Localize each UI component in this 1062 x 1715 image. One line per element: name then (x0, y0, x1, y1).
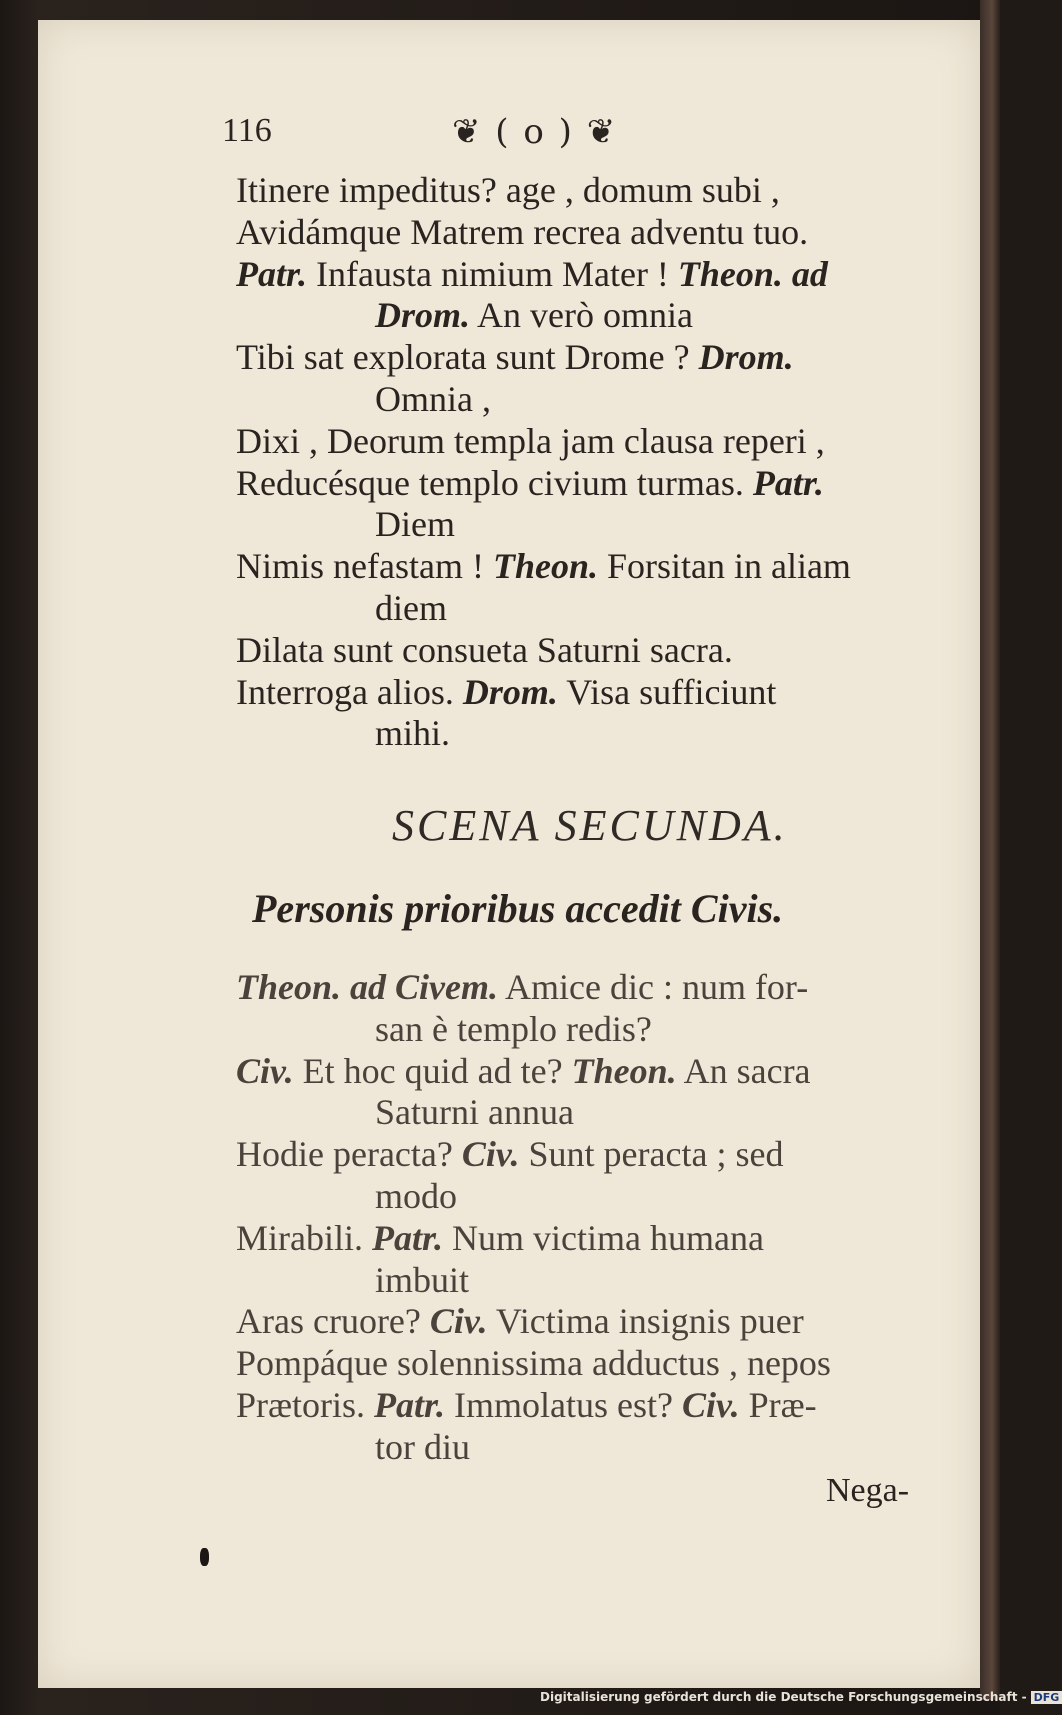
verse-text: imbuit (375, 1259, 470, 1300)
speaker-label: Theon. ad Civem. (236, 967, 498, 1007)
verse-text: Avidámque Matrem recrea adventu tuo. (236, 211, 809, 252)
verse-text: Itinere impeditus? age , domum subi , (236, 170, 780, 210)
verse-line (375, 1258, 469, 1302)
speaker-label: Civ. (236, 1050, 294, 1091)
speaker-label: Patr. (374, 1385, 446, 1425)
verse-text: modo (375, 1176, 458, 1216)
verse-text: Pompáque solennissima adductus , nepos (236, 1343, 831, 1384)
verse-line (236, 628, 733, 672)
verse-line (375, 502, 455, 546)
verse-line (236, 1216, 764, 1260)
verse-line (236, 965, 808, 1009)
verse-line (375, 1425, 470, 1469)
verse-line (236, 1299, 804, 1343)
speaker-label: Drom. (698, 337, 794, 378)
verse-text: Prætoris. (236, 1385, 375, 1425)
verse-text: Nimis nefastam ! (236, 546, 493, 587)
verse-line (236, 1383, 817, 1427)
verse-text: Dilata sunt consueta Saturni sacra. (236, 629, 733, 670)
speaker-label: Theon. (492, 546, 598, 587)
book-spine-edge (980, 0, 1000, 1700)
ink-mark (200, 1548, 209, 1566)
speaker-label: Drom. (462, 671, 558, 712)
verse-line (236, 1049, 811, 1093)
verse-text: san è templo redis? (375, 1008, 652, 1049)
verse-line (236, 670, 776, 714)
speaker-label: Civ. (429, 1301, 488, 1342)
verse-line (236, 1341, 831, 1385)
page-number: 116 (222, 112, 272, 149)
verse-text: tor diu (375, 1426, 470, 1467)
speaker-label: Patr. (236, 253, 308, 294)
verse-line (236, 168, 780, 212)
verse-text: Forsitan in aliam (597, 546, 851, 587)
verse-text: Et hoc quid ad te? (293, 1050, 572, 1091)
verse-line (236, 210, 808, 254)
header-ornament: ❦ ( o ) ❦ (452, 112, 618, 152)
verse-text: Tibi sat explorata sunt Drome ? (236, 337, 699, 378)
speaker-label: Theon. (571, 1050, 677, 1091)
verse-text: Amice dic : num for- (497, 967, 809, 1007)
verse-text: Immolatus est? (445, 1385, 682, 1425)
verse-line (375, 1007, 652, 1051)
verse-text: Diem (375, 504, 455, 545)
speaker-label: Theon. ad (677, 253, 828, 294)
verse-line (375, 711, 450, 755)
verse-line (236, 461, 824, 505)
verse-line (375, 586, 447, 630)
verse-line (236, 419, 825, 463)
verse-line (375, 1174, 457, 1218)
verse-text: Aras cruore? (236, 1301, 430, 1342)
verse-line (375, 1090, 574, 1134)
speaker-label: Civ. (682, 1385, 740, 1425)
verse-line (236, 1132, 783, 1176)
verse-text: Omnia , (375, 379, 491, 419)
dfg-logo: DFG (1031, 1691, 1062, 1704)
digitization-credit (540, 1690, 1060, 1712)
verse-line (236, 252, 828, 296)
verse-text: Hodie peracta? (236, 1134, 462, 1175)
verse-text: Dixi , Deorum templa jam clausa reperi , (236, 420, 825, 461)
verse-text: Victima insignis puer (487, 1301, 804, 1342)
verse-text: mihi. (375, 713, 451, 754)
verse-line (236, 335, 794, 379)
verse-text: diem (375, 588, 447, 628)
verse-text: Saturni annua (375, 1092, 574, 1133)
verse-text: An sacra (676, 1050, 811, 1091)
verse-text: Num victima humana (443, 1217, 764, 1258)
scene-title: SCENA SECUNDA. (392, 801, 788, 850)
verse-line (236, 544, 851, 588)
verse-text: Visa sufficiunt (557, 671, 777, 712)
speaker-label: Civ. (461, 1134, 520, 1175)
verse-text: Sunt peracta ; sed (519, 1134, 784, 1175)
verse-text: Infausta nimium Mater ! (307, 253, 678, 294)
verse-line (375, 377, 491, 421)
speaker-label: Patr. (752, 462, 824, 503)
persons-line: Personis prioribus accedit Civis. (252, 886, 784, 931)
speaker-label: Patr. (371, 1217, 443, 1258)
speaker-label: Drom. (375, 295, 471, 336)
verse-text: Mirabili. (236, 1217, 372, 1258)
credit-text: Digitalisierung gefördert durch die Deutsche Forschungsgemeinschaft - (540, 1690, 1027, 1704)
verse-text: Interroga alios. (236, 671, 463, 712)
verse-line (375, 293, 693, 337)
catchword: Nega- (826, 1472, 910, 1509)
verse-text: Præ- (739, 1385, 817, 1425)
verse-text: An verò omnia (470, 295, 693, 336)
verse-text: Reducésque templo civium turmas. (236, 462, 753, 503)
